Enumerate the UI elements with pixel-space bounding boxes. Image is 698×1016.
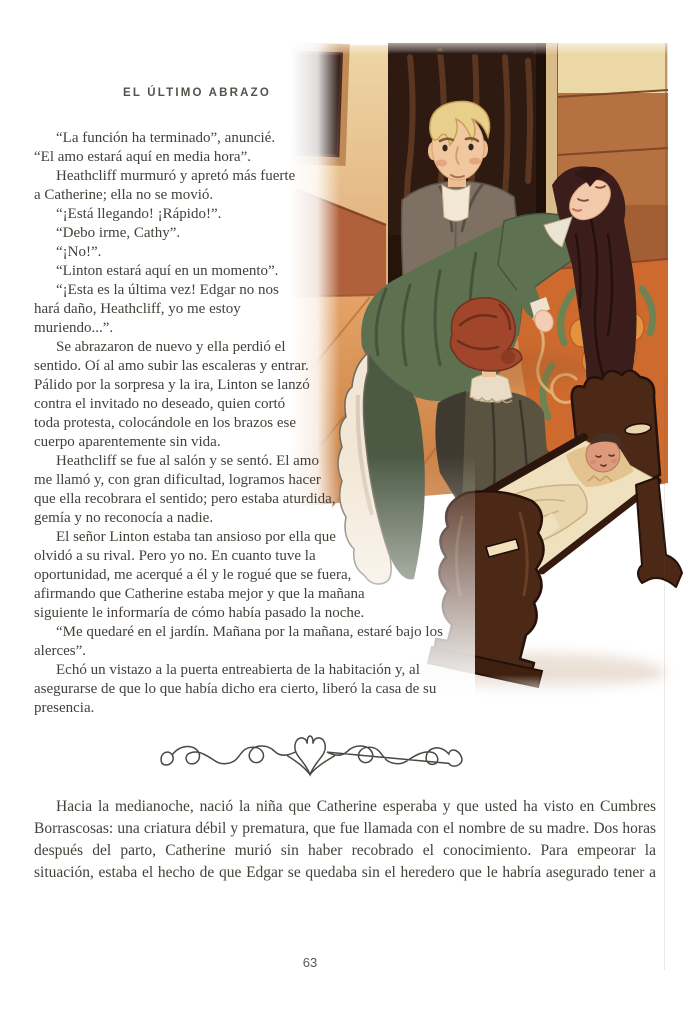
paragraph: “Me quedaré en el jardín. Mañana por la mañana, estaré bajo los alerces”.: [34, 624, 443, 659]
flourish-icon: [146, 724, 476, 784]
closing-paragraph: Hacia la medianoche, nació la niña que Catherine esperaba y que usted ha visto en Cumbres Borrascosas: una criatura débil y prematura, que fue llamada con el nombre de su madre. Dos horas después del parto, Catherine murió sin haber recobrado el conocimiento. Para empeorar la situación, estaba el hecho de que Edgar se quedaba sin el heredero que le habría asegurado tener a: [34, 798, 656, 881]
chapter-title: EL ÚLTIMO ABRAZO: [122, 87, 272, 99]
paragraph: Heathcliff se fue al salón y se sentó. El amo me llamó y, con gran dificultad, logramos hacer que ella recobrara el sentido; pero estaba aturdida, gemía y no reconocía a nadie.: [34, 453, 336, 526]
paragraph: “¡Esta es la última vez! Edgar no nos hará daño, Heathcliff, yo me estoy muriendo...”.: [34, 282, 279, 336]
paragraph: “Debo irme, Cathy”.: [56, 225, 181, 241]
paragraph: Echó un vistazo a la puerta entreabierta de la habitación y, al asegurarse de que lo que había dicho era cierto, liberó la casa de su presencia.: [34, 662, 437, 716]
page-scan-edge: [664, 380, 665, 970]
paragraph: Heathcliff murmuró y apretó más fuerte a Catherine; ella no se movió.: [34, 168, 296, 203]
text-column: [34, 40, 664, 884]
paragraph: “Linton estará aquí en un momento”.: [56, 263, 279, 279]
paragraph: “¡Está llegando! ¡Rápido!”.: [56, 206, 222, 222]
paragraph: “La función ha terminado”, anuncié. “El amo estará aquí en media hora”.: [34, 130, 276, 165]
page-number: 63: [302, 955, 318, 970]
paragraph: Se abrazaron de nuevo y ella perdió el sentido. Oí al amo subir las escaleras y entrar. Pálido por la sorpresa y la ira, Linton se lanzó contra el invitado no deseado, quien cortó toda protesta, colocándole en los brazos ese cuerpo aparentemente sin vida.: [34, 339, 310, 450]
section-divider: [146, 724, 476, 784]
paragraph: El señor Linton estaba tan ansioso por ella que olvidó a su rival. Pero yo no. En cuanto tuve la oportunidad, me acerqué a él y le rogué que se fuera, afirmando que Catherine estaba mejor y que la mañana siguiente le informaría de cómo había pasado la noche.: [34, 529, 365, 621]
paragraph: “¡No!”.: [56, 244, 102, 260]
